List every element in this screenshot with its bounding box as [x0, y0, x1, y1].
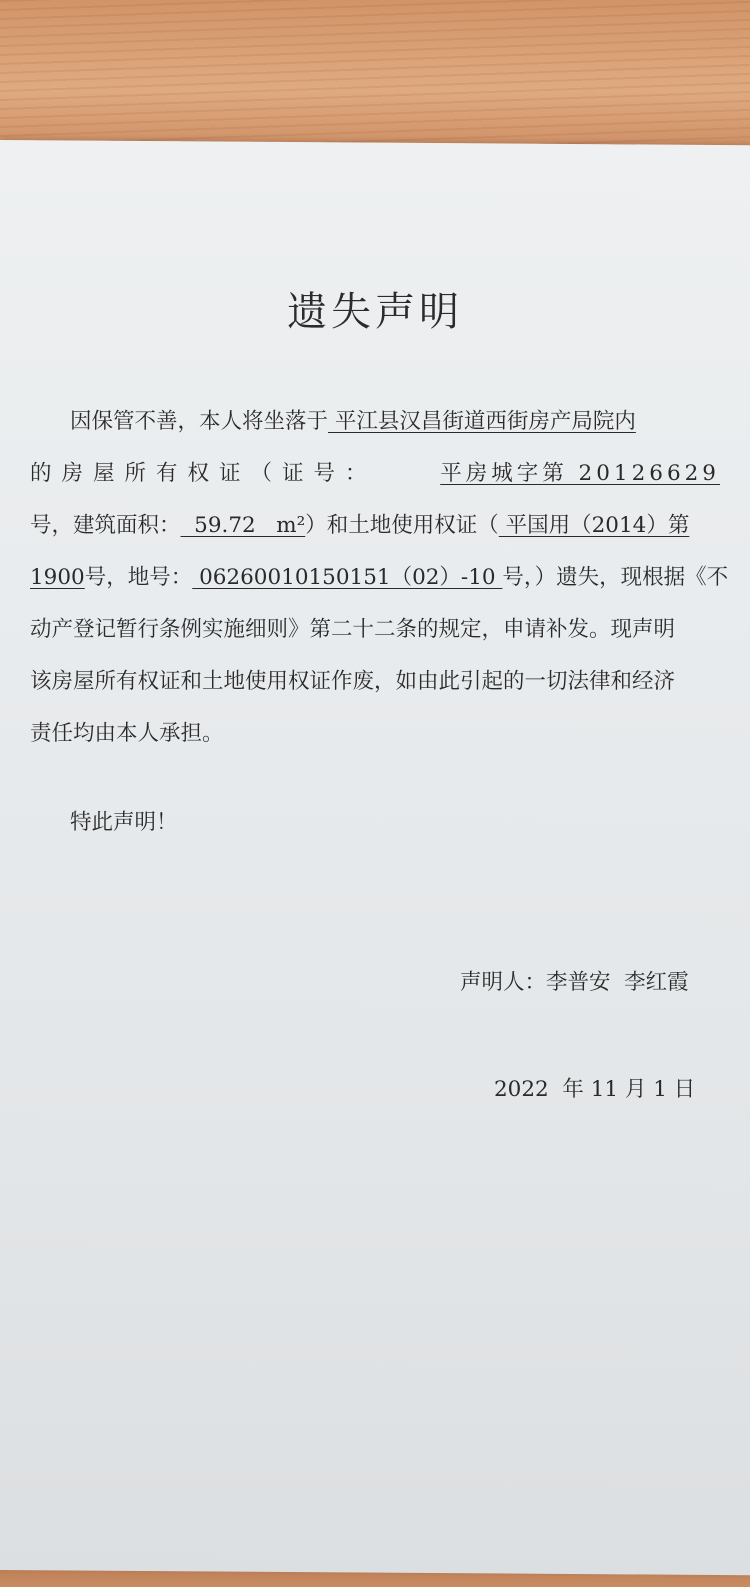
lot-number: 06260010150151（02）-10	[192, 565, 503, 590]
paragraph-line-4	[30, 552, 729, 604]
paragraph-line-2	[30, 448, 720, 500]
paper-sheet	[0, 140, 750, 1575]
text-segment: 的房屋所有权证（证号：	[30, 461, 377, 486]
text-segment: 因保管不善，本人将坐落于	[70, 409, 329, 434]
text-segment: 号，建筑面积：	[30, 513, 181, 538]
paragraph-line-5: 动产登记暂行条例实施细则》第二十二条的规定，申请补发。现声明	[30, 617, 676, 642]
text-segment: 号，）遗失，现根据《不	[502, 565, 729, 590]
document-title: 遗失声明	[287, 289, 463, 335]
paragraph-line-6: 该房屋所有权证和土地使用权证作废，如由此引起的一切法律和经济	[30, 669, 676, 694]
declarant-names: 声明人：李普安 李红霞	[460, 970, 689, 995]
text-segment: 号，地号：	[84, 565, 193, 590]
text-segment: ）和土地使用权证（	[305, 513, 499, 538]
closing-statement: 特此声明！	[70, 810, 178, 835]
house-certificate-number: 平房城字第 20126629	[440, 461, 720, 486]
declaration-date: 2022 年 11 月 1 日	[494, 1077, 696, 1102]
paragraph-line-3	[30, 500, 720, 552]
land-certificate-serial: 1900	[30, 565, 85, 590]
wooden-table-top	[0, 0, 750, 150]
land-certificate-number: 平国用（2014）第	[498, 513, 690, 538]
paragraph-line-7: 责任均由本人承担。	[30, 721, 224, 746]
paragraph-line-1	[30, 396, 720, 448]
building-area: 59.72 m²	[180, 513, 306, 538]
declaration-paragraph	[30, 396, 729, 760]
property-location: 平江县汉昌街道西街房产局院内	[328, 409, 636, 434]
